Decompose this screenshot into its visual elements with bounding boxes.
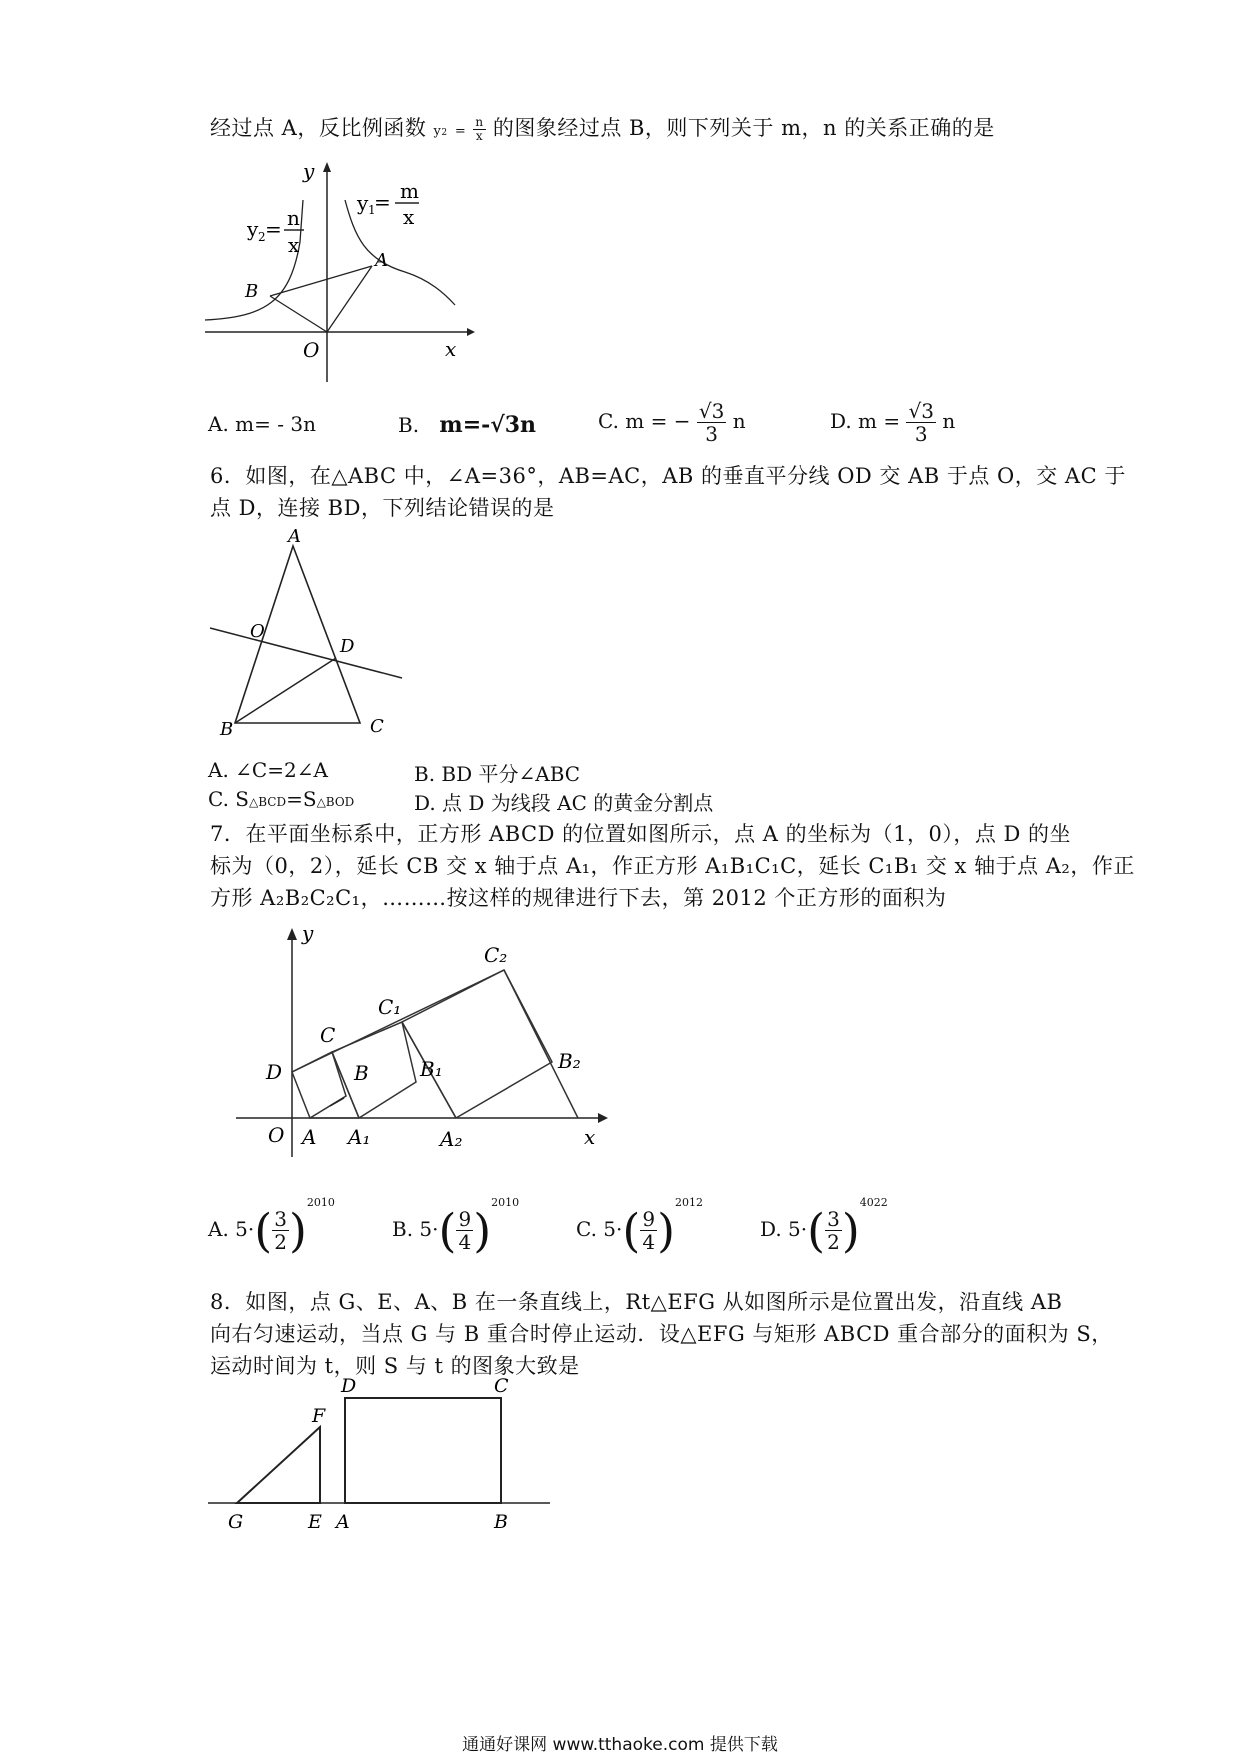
q7-point-b: B [354,1061,369,1085]
q5-y2-sub: 2 [258,230,266,244]
q7-option-c[interactable]: C. 5·( $\frac{9}{4}$ )$^{2012}$ [576,1196,704,1258]
q5-y2-den: x [288,233,300,257]
q7-option-fraction: $\frac{9}{4}$ [458,1207,472,1254]
q6-point-o: O [250,621,265,642]
q6-option-c-mid: =S [286,787,317,811]
q7-option-d[interactable]: D. 5·( $\frac{3}{2}$ )$^{4022}$ [760,1196,888,1258]
q8-point-g: G [228,1511,244,1533]
q7-point-a2: A₂ [440,1127,463,1151]
q7-axis-x: x [584,1125,596,1149]
q6-point-a: A [288,526,301,547]
q5-option-c[interactable] [598,400,746,445]
q7-option-label: A. 5· [208,1217,255,1241]
q5-y2-sub: 2 [441,128,448,138]
q5-y1-label: y [357,191,369,215]
q5-y2-num: n [287,206,300,230]
q6-figure [210,528,410,738]
q5-option-d-fraction: $\frac{√3}{3}$ [908,399,934,446]
q7-option-fraction: $\frac{3}{2}$ [274,1207,287,1254]
q7-point-b2: B₂ [558,1049,581,1073]
q5-point-a: A [375,250,388,271]
q5-y1-sub: 1 [368,203,376,217]
q5-option-d[interactable] [830,400,955,445]
q5-y2-label: y [247,217,259,241]
q5-option-c-prefix: C. m = − [598,409,691,433]
q7-point-c1: C₁ [378,995,402,1019]
q5-y1-den: x [403,205,415,229]
q5-origin: O [303,338,320,362]
q7-point-d: D [266,1060,283,1084]
q7-option-b[interactable]: B. 5·( $\frac{9}{4}$ )$^{2010}$ [392,1196,520,1258]
q6-point-d: D [340,636,355,657]
q7-option-exponent: 2010 [491,1196,520,1209]
q7-option-exponent: 2010 [306,1196,335,1209]
q7-point-b1: B₁ [420,1057,443,1081]
q7-line-2: 标为（0，2），延长 CB 交 x 轴于点 A₁，作正方形 A₁B₁C₁C，延长 C₁B₁ 交 x 轴于点 A₂，作正 [210,854,1135,878]
q5-intro: 经过点 A，反比例函数 y2 = $\frac{n}{x}$ 的图象经过点 B，则下列关于 m，n 的关系正确的是 [210,114,995,143]
q5-option-c-fraction: $\frac{√3}{3}$ [698,399,725,446]
q7-origin: O [268,1123,285,1147]
q5-inline-fraction: $\frac{n}{x}$ [475,114,484,143]
q7-point-a1: A₁ [348,1125,371,1149]
q5-option-d-tail: n [942,409,956,433]
q6-option-c-prefix: C. S [208,787,250,811]
q8-figure [208,1375,558,1538]
q8-point-b: B [494,1511,508,1533]
q6-option-c[interactable] [208,787,354,811]
q8-point-a: A [336,1511,350,1533]
q5-option-b-prefix: B. [398,413,420,437]
q5-intro-b: 的图象经过点 B，则下列关于 m，n 的关系正确的是 [492,116,995,140]
q5-intro-a: 经过点 A，反比例函数 [210,116,427,140]
q5-axis-x: x [445,337,457,361]
q7-option-a[interactable]: A. 5·( $\frac{3}{2}$ )$^{2010}$ [208,1196,335,1258]
q7-line-3: 方形 A₂B₂C₂C₁，………按这样的规律进行下去，第 2012 个正方形的面积为 [210,886,947,910]
q7-point-a: A [302,1125,317,1149]
q7-option-exponent: 2012 [675,1196,704,1209]
q5-option-a[interactable]: A. m= - 3n [208,412,316,436]
q7-figure [236,922,616,1162]
q6-option-b[interactable]: B. BD 平分∠ABC [414,762,581,786]
q5-option-b[interactable] [398,412,536,438]
q6-point-b: B [220,719,234,740]
q6-option-a[interactable]: A. ∠C=2∠A [208,758,328,782]
q8-line-3: 运动时间为 t，则 S 与 t 的图象大致是 [210,1354,580,1378]
q6-option-c-sub1: △BCD [249,795,287,809]
q7-option-fraction: $\frac{9}{4}$ [642,1207,656,1254]
q8-point-e: E [308,1511,322,1533]
q6-line-1: 6．如图，在△ABC 中，∠A=36°，AB=AC，AB 的垂直平分线 OD 交 AB 于点 O，交 AC 于 [210,464,1126,488]
q8-point-d: D [341,1375,357,1397]
q7-axis-y: y [302,921,314,945]
q7-point-c2: C₂ [484,943,508,967]
q7-option-label: D. 5· [760,1217,808,1241]
q5-y2-symbol: y [433,124,442,139]
q7-line-1: 7．在平面坐标系中，正方形 ABCD 的位置如图所示，点 A 的坐标为（1，0），点 D 的坐 [210,822,1072,846]
q5-figure [205,159,475,382]
q6-point-c: C [370,716,384,737]
q5-y1-num: m [400,179,419,203]
page-footer: 通通好课网 www.tthaoke.com 提供下载 [462,1735,778,1755]
q7-option-label: C. 5· [576,1217,623,1241]
q6-line-2: 点 D，连接 BD，下列结论错误的是 [210,496,555,520]
q6-option-d[interactable]: D. 点 D 为线段 AC 的黄金分割点 [414,791,714,815]
q5-option-d-prefix: D. m = [830,409,901,433]
q6-option-c-sub2: △BOD [316,795,355,809]
q5-option-c-tail: n [732,409,746,433]
q7-point-c: C [320,1023,336,1047]
q5-axis-y: y [303,159,315,183]
q5-option-b-expr: m=-√3n [439,412,537,438]
svg-text:=: = [374,190,391,214]
q7-option-label: B. 5· [392,1217,439,1241]
q8-point-c: C [494,1375,509,1397]
q8-line-2: 向右匀速运动，当点 G 与 B 重合时停止运动．设△EFG 与矩形 ABCD 重合部分的面积为 S， [210,1322,1113,1346]
q7-option-exponent: 4022 [859,1196,888,1209]
q8-line-1: 8．如图，点 G、E、A、B 在一条直线上，Rt△EFG 从如图所示是位置出发，沿直线 AB [210,1290,1063,1314]
q8-point-f: F [312,1405,326,1427]
q5-point-b: B [245,281,259,302]
q7-option-fraction: $\frac{3}{2}$ [827,1207,840,1254]
svg-text:=: = [265,217,282,241]
